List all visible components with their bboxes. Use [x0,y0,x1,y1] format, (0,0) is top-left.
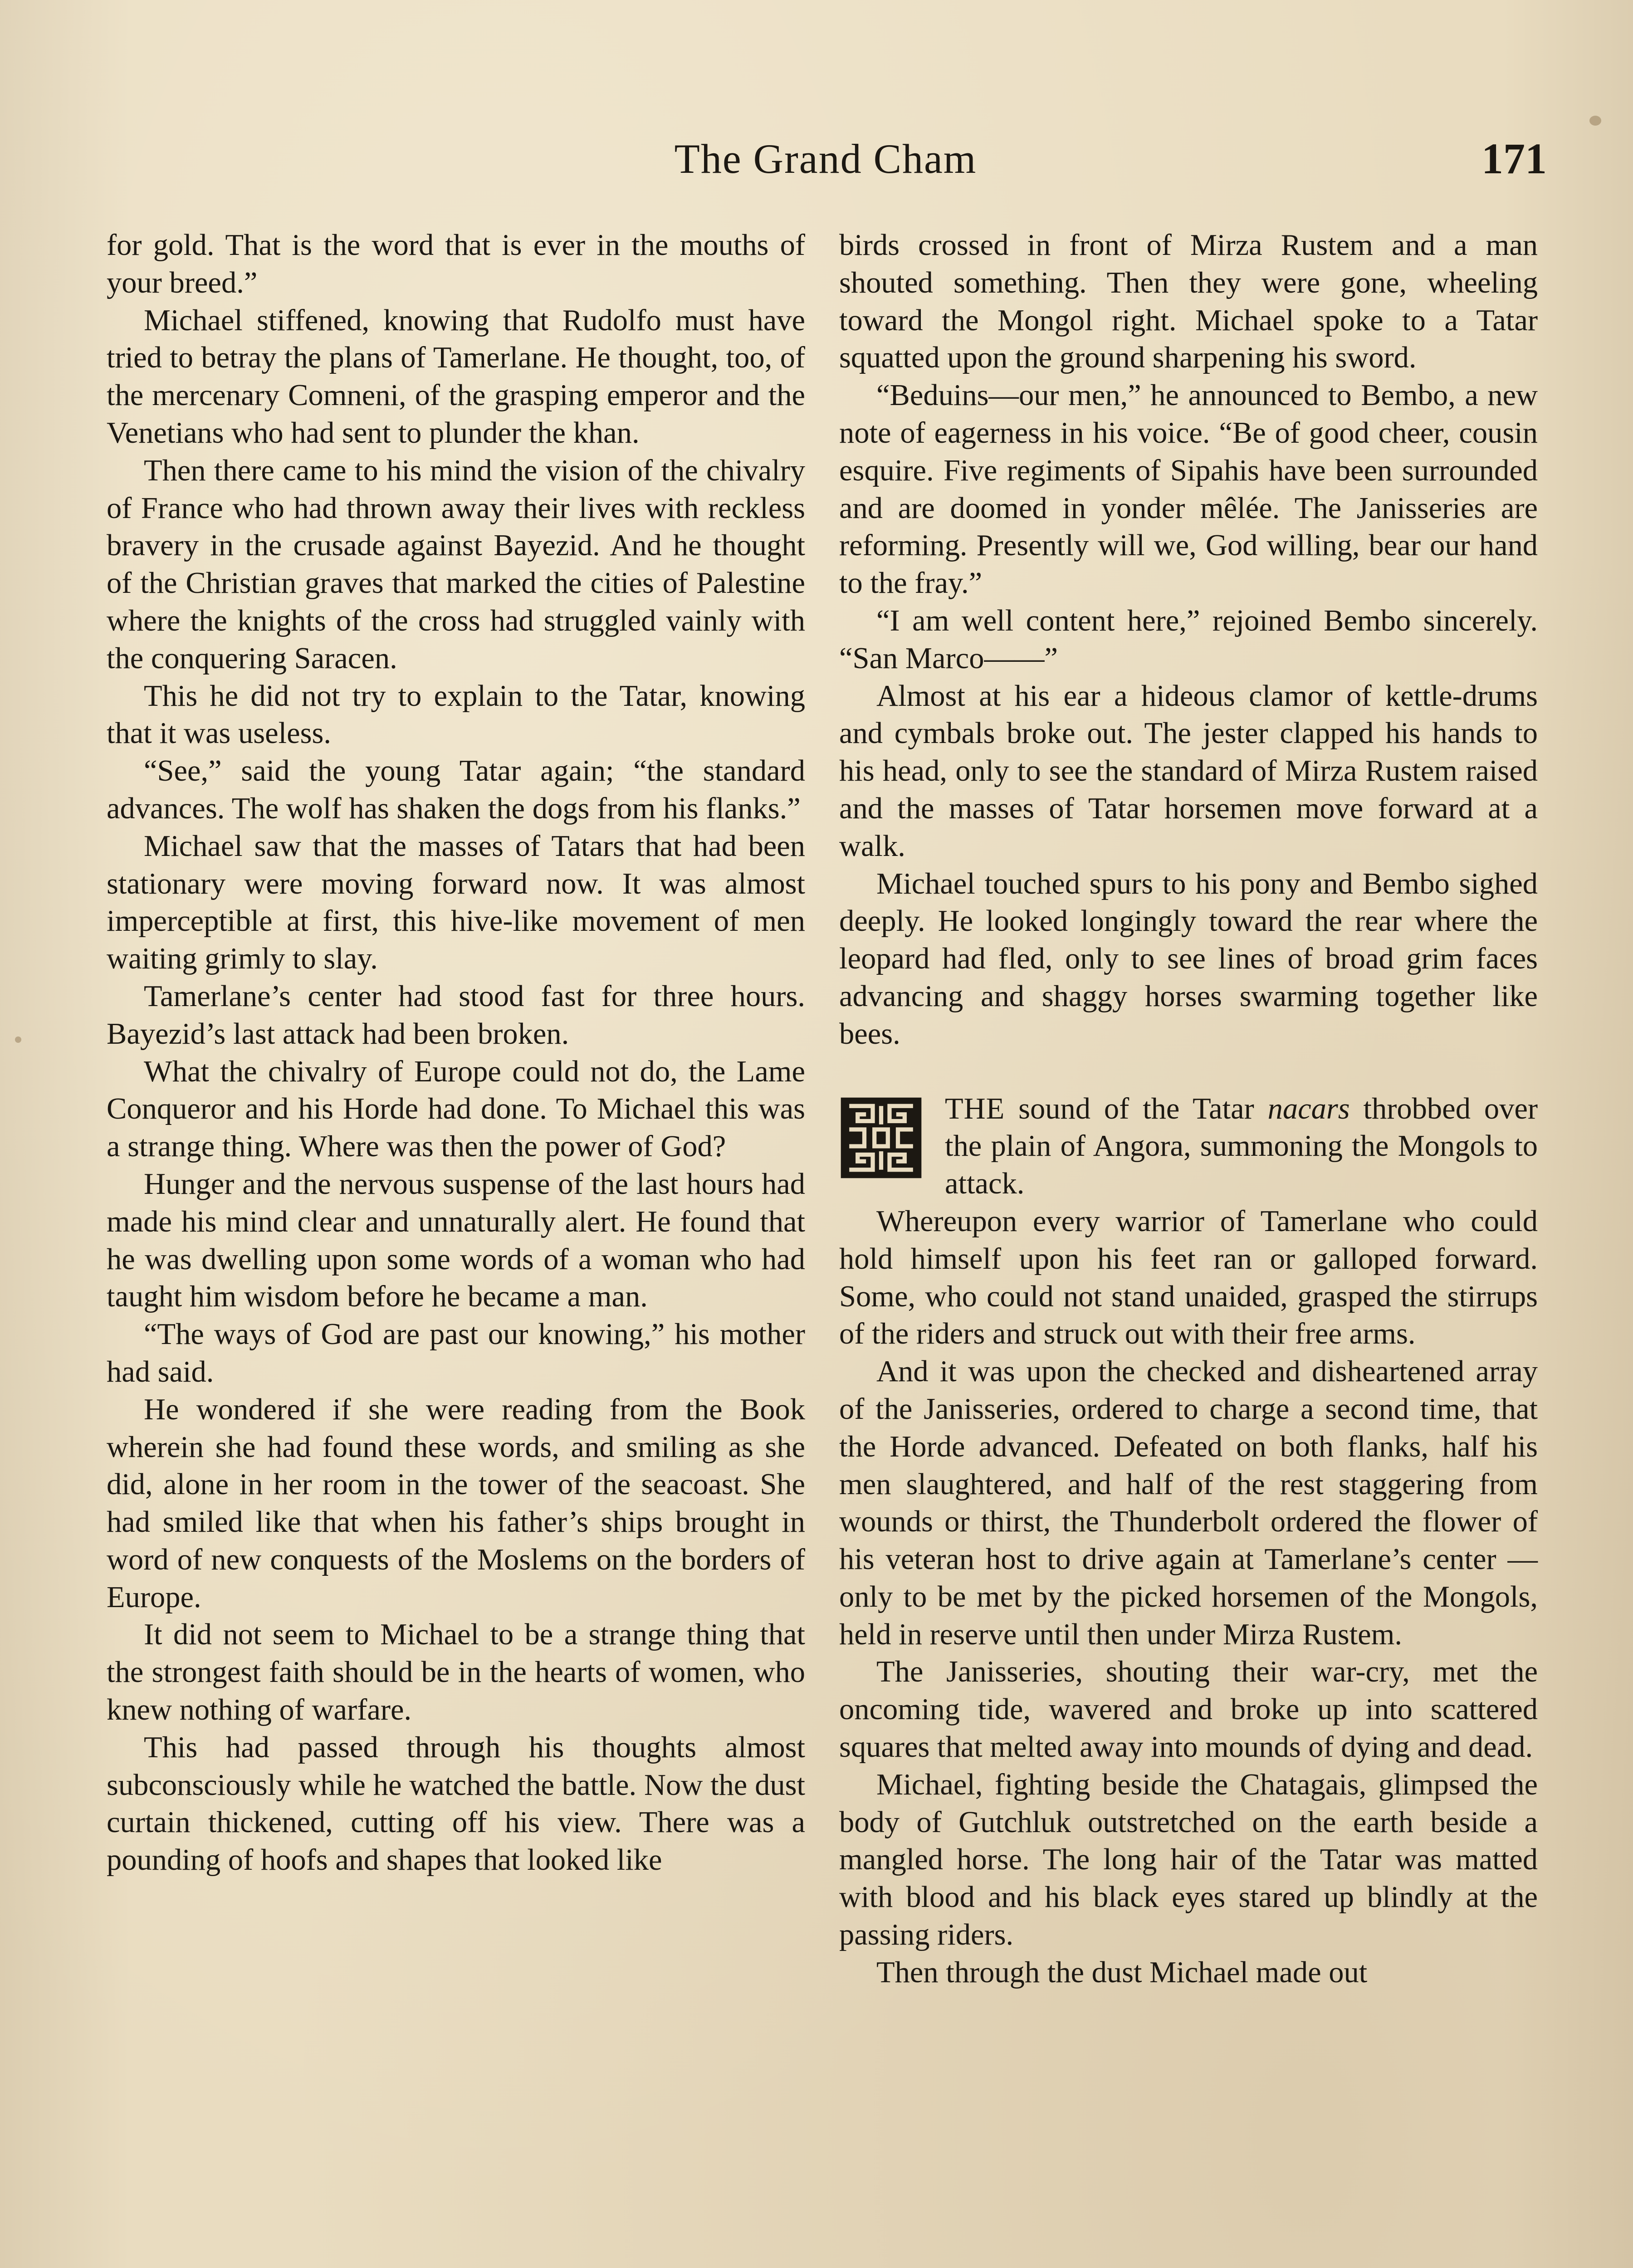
paragraph: And it was upon the checked and disheartened array of the Janisseries, ordered to charge a second time, that the Horde advanced. Defeated on both flanks, half his men slaughtered, and half of the rest staggering from wounds or thirst, the Thunderbolt ordered the flower of his veteran host to drive again at Tamerlane’s center —only to be met by the picked horsemen of the Mongols, held in reserve until then under Mirza Rustem. [839,1355,1538,1651]
paragraph: Then through the dust Michael made out [876,1955,1368,1989]
paragraph: Michael touched spurs to his pony and Bembo sighed deeply. He looked longingly toward the rear where the leopard had fled, only to see lines of broad grim faces advancing and shaggy horses swarming together like bees. [839,867,1538,1051]
paragraph: Tamerlane’s center had stood fast for three hours. Bayezid’s last attack had been broken. [107,979,805,1051]
paragraph: He wondered if she were reading from the Book wherein she had found these words, and smiling as she did, alone in her room in the tower of the seacoast. She had smiled like that when his father’s ships brought in word of new conquests of the Moslems on the borders of Europe. [107,1393,805,1614]
paragraph: What the chivalry of Europe could not do, the Lame Conqueror and his Horde had done. To Michael this was a strange thing. Where was then the power of God? [107,1055,805,1163]
foxing-spot [15,1036,21,1043]
page-header [104,132,1547,191]
text-span: sound of the Tatar [1005,1092,1268,1125]
paragraph: This had passed through his thoughts almost subconsciously while he watched the battle. Now the dust curtain thickened, cutting off his view. There was a pounding of hoofs and shapes that looked like [107,1730,805,1877]
paragraph: It did not seem to Michael to be a strange thing that the strongest faith should be in the hearts of women, who knew nothing of warfare. [107,1618,805,1727]
paragraph: birds crossed in front of Mirza Rustem and a man shouted something. Then they were gone, wheeling toward the Mongol right. Michael spoke to a Tatar squatted upon the ground sharpening his sword. [839,229,1538,375]
paragraph: “Beduins—our men,” he announced to Bembo, a new note of eagerness in his voice. “Be of good cheer, cousin esquire. Five regiments of Sipahis have been surrounded and are doomed in yonder mêlée. The Janisseries are reforming. Presently will we, God willing, bear our hand to the fray.” [839,379,1538,600]
lead-word: THE [945,1092,1005,1125]
paragraph: Michael stiffened, knowing that Rudolfo must have tried to betray the plans of Tamerlane. He thought, too, of the mercenary Comneni, of the grasping emperor and the Venetians who had sent to plunder the khan. [107,303,805,450]
section-opening-paragraph [839,1090,1538,1203]
foxing-spot [1589,116,1601,126]
text-span: throbbed over the plain of Angora, summoning the Mongols to attack. [945,1092,1538,1201]
paragraph: Then there came to his mind the vision of the chivalry of France who had thrown away their lives with reckless bravery in the crusade against Bayezid. And he thought of the Christian graves that marked the cities of Palestine where the knights of the cross had struggled vainly with the conquering Saracen. [107,454,805,675]
section-opening [839,1090,1538,1203]
paragraph: This he did not try to explain to the Tatar, knowing that it was useless. [107,679,805,750]
running-title: The Grand Cham [674,136,977,182]
paragraph: “I am well content here,” rejoined Bembo sincerely. “San Marco——” [839,604,1538,675]
paragraph: “See,” said the young Tatar again; “the standard advances. The wolf has shaken the dogs from his flanks.” [107,754,805,825]
paragraph: Almost at his ear a hideous clamor of kettle-drums and cymbals broke out. The jester clapped his hands to his head, only to see the standard of Mirza Rustem raised and the masses of Tatar horsemen move forward at a walk. [839,679,1538,863]
italic-word: nacars [1267,1092,1350,1125]
text-columns [107,227,1538,2268]
right-column [839,227,1538,2268]
paragraph: Whereupon every warrior of Tamerlane who could hold himself upon his feet ran or galloped forward. Some, who could not stand unaided, grasped the stirrups of the riders and struck out with their free arms. [839,1204,1538,1351]
left-column [107,227,805,2268]
paragraph: for gold. That is the word that is ever in the mouths of your breed.” [107,229,805,299]
paragraph: Hunger and the nervous suspense of the last hours had made his mind clear and unnaturally alert. He found that he was dwelling upon some words of a woman who had taught him wisdom before he became a man. [107,1167,805,1314]
paragraph: “The ways of God are past our knowing,” his mother had said. [107,1318,805,1388]
fret-ornament-icon [839,1096,923,1180]
paragraph: The Janisseries, shouting their war-cry, met the oncoming tide, wavered and broke up into scattered squares that melted away into mounds of dying and dead. [839,1655,1538,1764]
page-number: 171 [1481,134,1547,183]
paragraph: Michael, fighting beside the Chatagais, glimpsed the body of Gutchluk outstretched on the earth beside a mangled horse. The long hair of the Tatar was matted with blood and his black eyes stared up blindly at the passing riders. [839,1768,1538,1952]
paragraph: Michael saw that the masses of Tatars that had been stationary were moving forward now. It was almost imperceptible at first, this hive-like movement of men waiting grimly to slay. [107,829,805,976]
